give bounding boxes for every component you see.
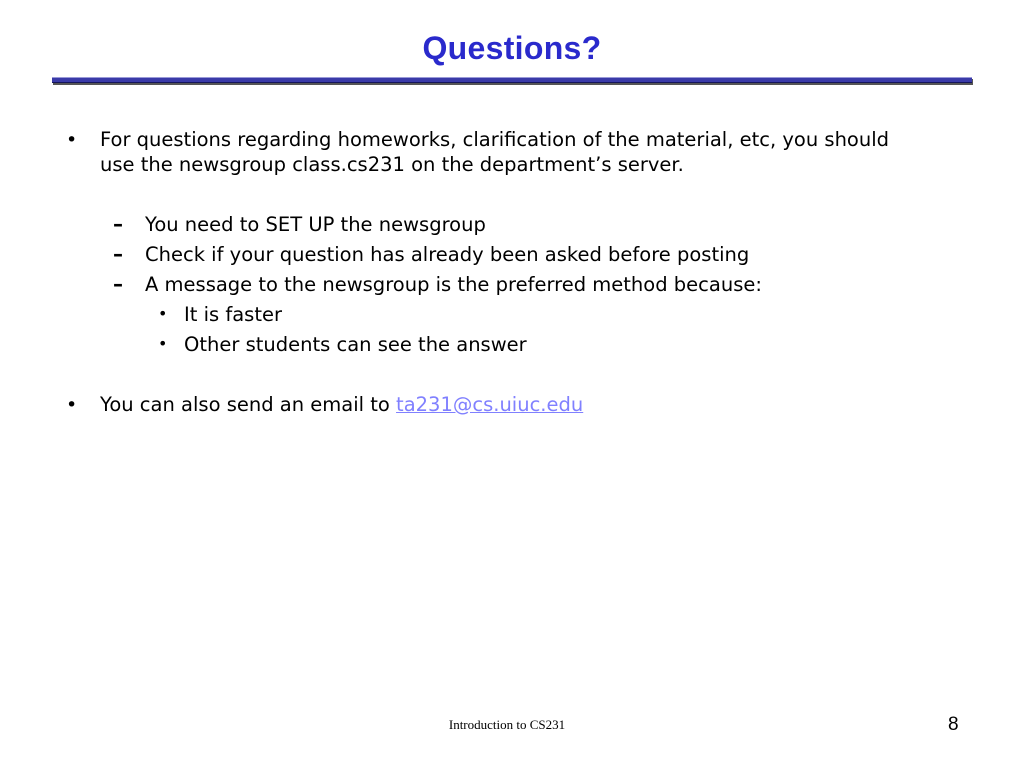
email-prompt: You can also send an email to [100, 393, 397, 416]
bullet-marker: • [158, 334, 168, 353]
email-link[interactable]: ta231@cs.uiuc.edu [396, 393, 584, 416]
sub-item-check: Check if your question has already been asked before posting [145, 243, 750, 266]
dash-marker: – [113, 242, 123, 266]
dash-marker: – [113, 212, 123, 236]
sub-item-setup: You need to SET UP the newsgroup [145, 213, 486, 236]
bullet-2-line [100, 393, 583, 417]
sub-sub-item-students: Other students can see the answer [184, 333, 527, 356]
bullet-marker: • [66, 129, 78, 151]
footer-text: Introduction to CS231 [448, 717, 566, 732]
bullet-marker: • [158, 304, 168, 323]
bullet-marker: • [66, 394, 78, 416]
sub-sub-item-faster: It is faster [184, 303, 283, 326]
bullet-1-line-2: use the newsgroup class.cs231 on the department’s server. [100, 153, 684, 176]
dash-marker: – [113, 272, 123, 296]
page-number: 8 [948, 714, 959, 735]
bullet-1-line-1: For questions regarding homeworks, clarification of the material, etc, you should [100, 128, 890, 151]
sub-item-preferred: A message to the newsgroup is the preferred method because: [145, 273, 762, 296]
slide-title: Questions? [422, 30, 602, 66]
